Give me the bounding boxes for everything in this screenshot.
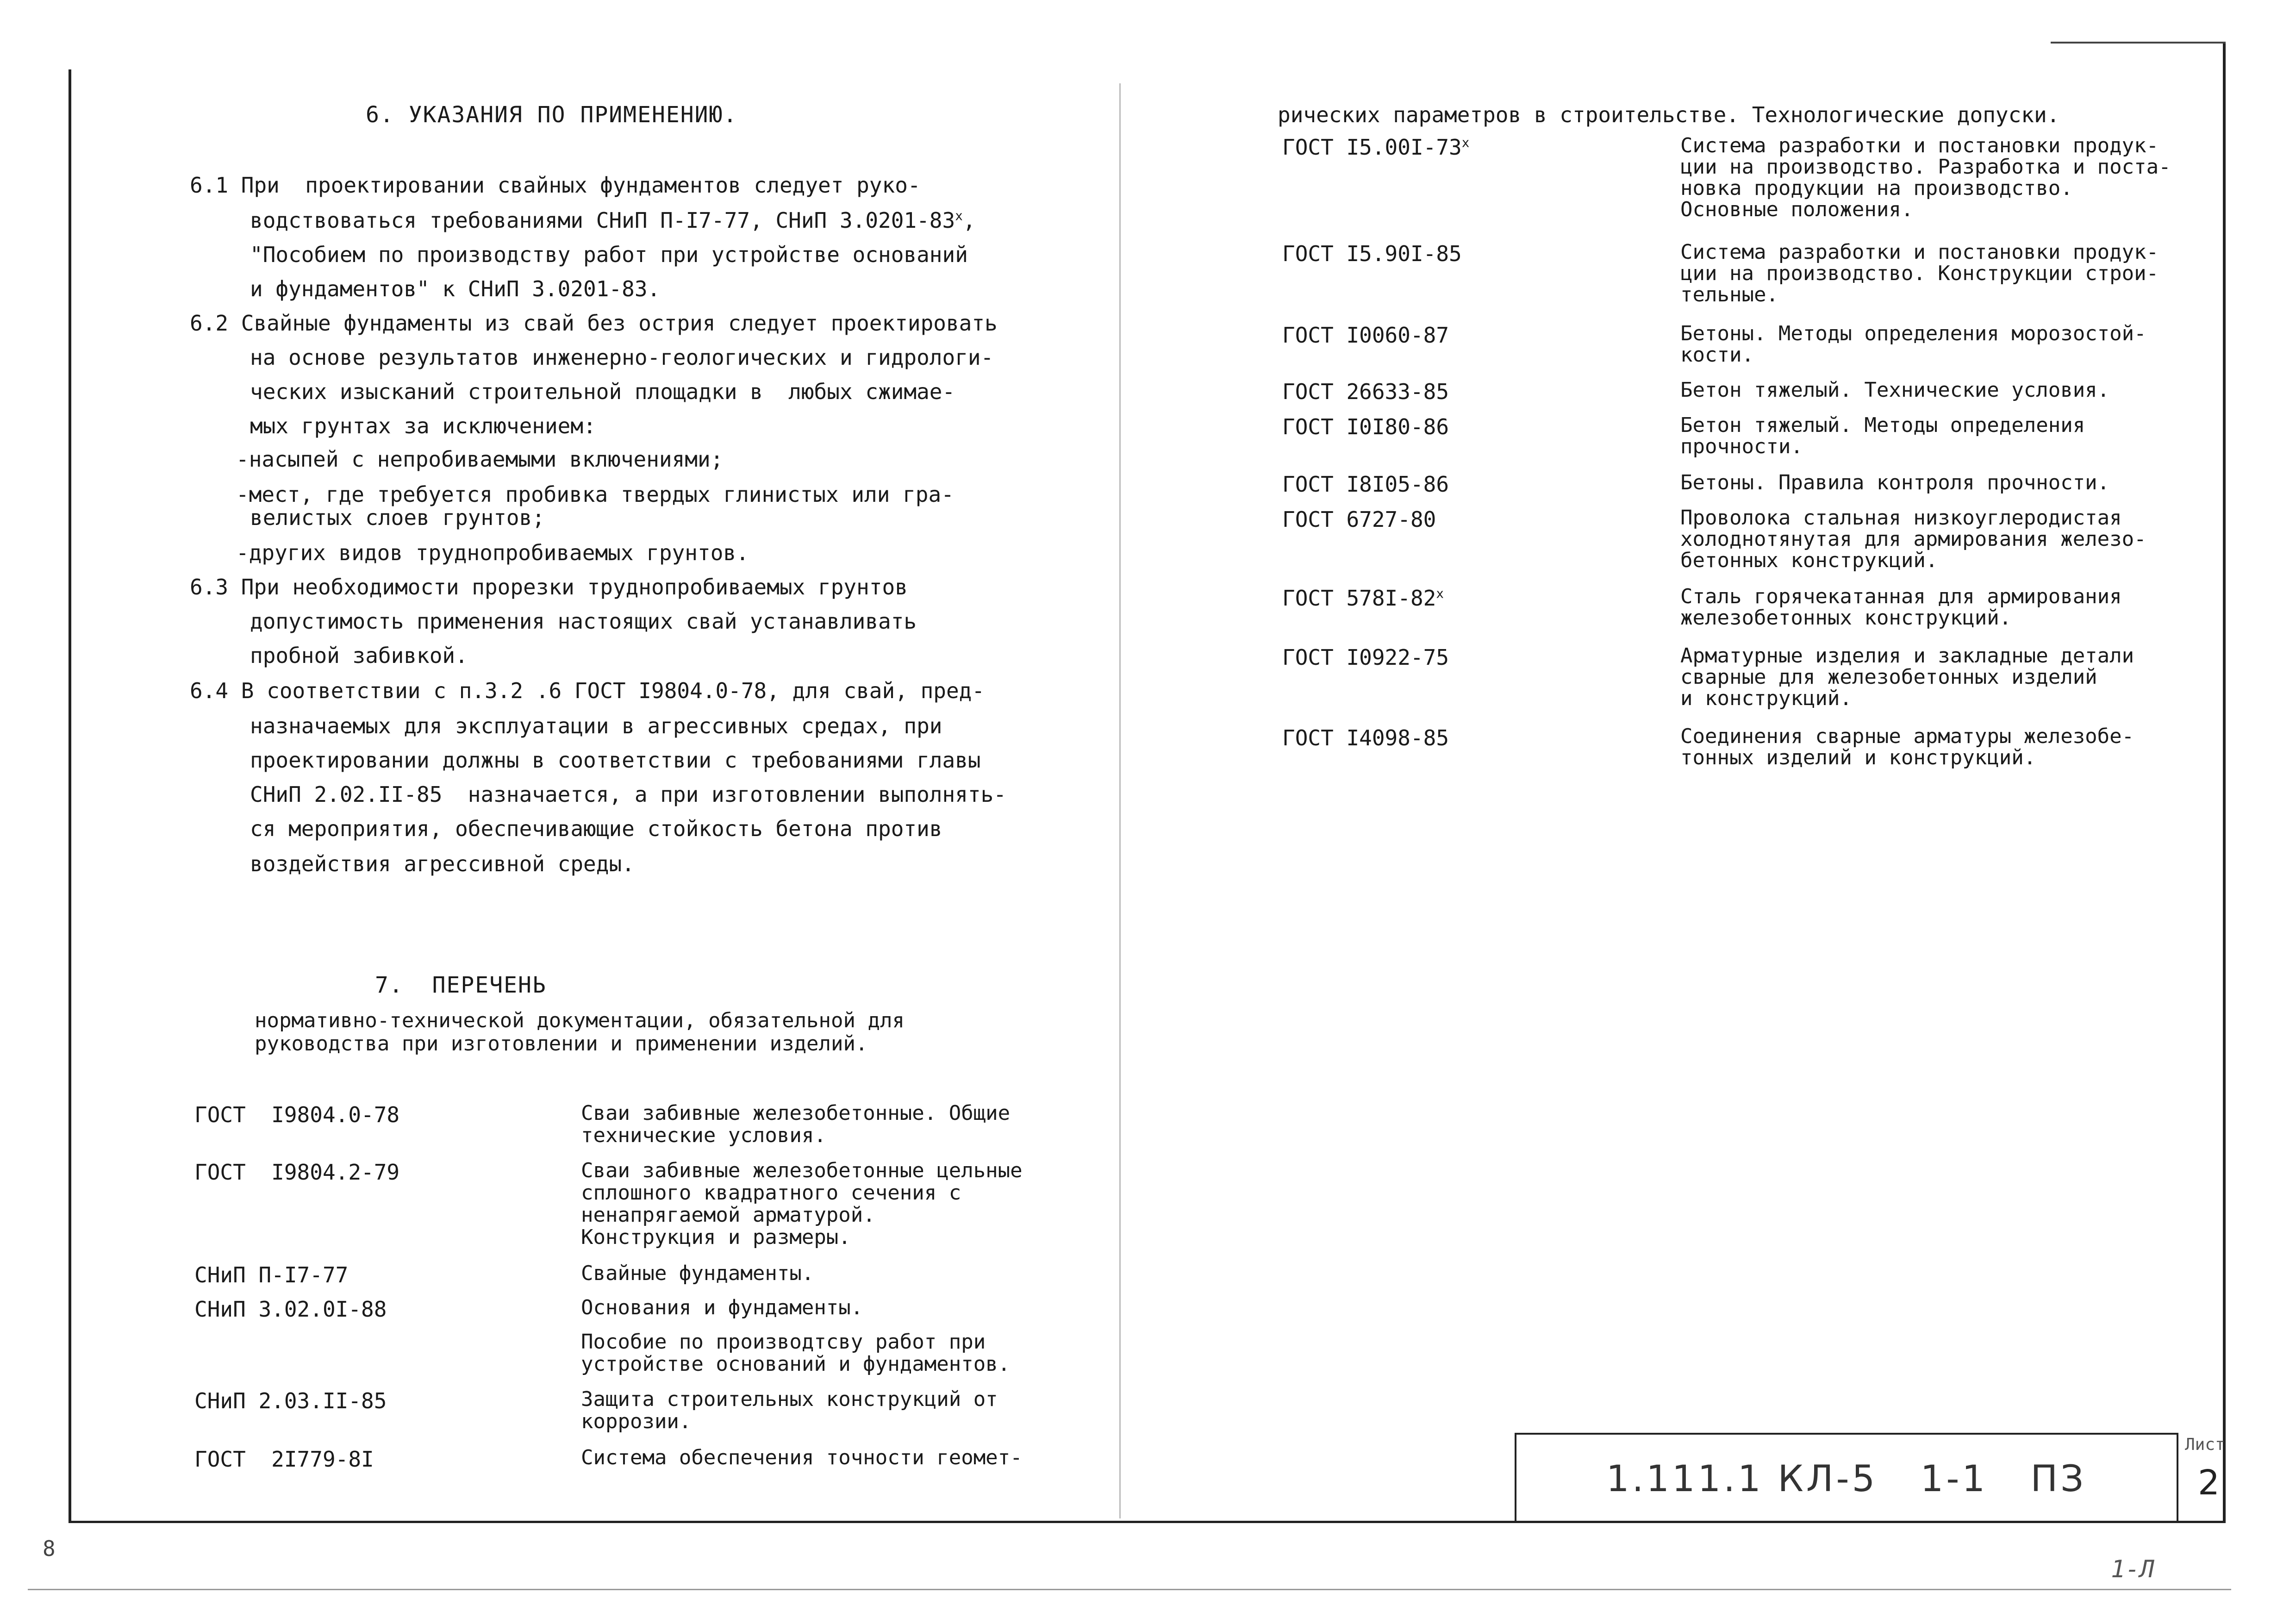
document-title-line: Сваи забивные железобетонные цельные: [581, 1159, 1023, 1182]
document-code: ГОСТ $I5.00I-73^х$: [1282, 135, 1470, 160]
document-code: ГОСТ I4098-85: [1282, 725, 1449, 750]
document-code: ГОСТ I9804.2-79: [194, 1160, 400, 1185]
document-title-line: ции на производство. Конструкции строи-: [1680, 262, 2159, 285]
document-title-line: Бетоны. Правила контроля прочности.: [1680, 471, 2110, 494]
document-title-line: Защита строительных конструкций от: [581, 1387, 998, 1411]
document-title-line: Проволока стальная низкоуглеродистая: [1680, 506, 2122, 530]
document-title-line: ненапрягаемой арматурой.: [581, 1203, 875, 1227]
text-line: 6.4 В соответствии с п.3.2 .6 ГОСТ I9804.0-78, для свай, пред-: [190, 678, 985, 703]
document-title-line: и конструкций.: [1680, 687, 1852, 710]
document-title-line: тонных изделий и конструкций.: [1680, 746, 2036, 769]
document-code: ГОСТ 26633-85: [1282, 379, 1449, 404]
document-title-line: новка продукции на производство.: [1680, 176, 2073, 200]
document-title-line: кости.: [1680, 343, 1754, 367]
page-frame-top: [2051, 42, 2226, 44]
document-title-line: Свайные фундаменты.: [581, 1262, 814, 1285]
section-7-subtitle-line: нормативно-технической документации, обязательной для: [255, 1009, 905, 1032]
document-title-line: Система обеспечения точности геомет-: [581, 1446, 1023, 1469]
document-title-line: Бетон тяжелый. Методы определения: [1680, 413, 2085, 437]
document-title-line: сварные для железобетонных изделий: [1680, 665, 2097, 689]
document-title-line: устройстве оснований и фундаментов.: [581, 1352, 1011, 1376]
document-title-line: Арматурные изделия и закладные детали: [1680, 644, 2134, 668]
text-line: велистых слоев грунтов;: [250, 505, 545, 530]
text-line: 6.3 При необходимости прорезки труднопробиваемых грунтов: [190, 575, 908, 600]
document-designation: 1.111.1 КЛ-5 1-1 ПЗ: [1606, 1458, 2087, 1500]
text-line: допустимость применения настоящих свай устанавливать: [250, 609, 917, 634]
document-code: ГОСТ 2I779-8I: [194, 1447, 374, 1472]
document-code: ГОСТ I0I80-86: [1282, 414, 1449, 439]
text-line: 6.2 Свайные фундаменты из свай без острия следует проектировать: [190, 311, 998, 336]
sheet-number: 2: [2198, 1463, 2220, 1503]
section-7-subtitle-line: руководства при изготовлении и применении изделий.: [255, 1032, 868, 1056]
sheet-label: Лист: [2185, 1435, 2225, 1454]
document-code: СНиП 2.03.II-85: [194, 1388, 387, 1413]
document-code: ГОСТ I0922-75: [1282, 645, 1449, 670]
document-title-line: бетонных конструкций.: [1680, 549, 1938, 572]
document-title-line: Бетоны. Методы определения морозостой-: [1680, 322, 2146, 345]
text-line: -мест, где требуется пробивка твердых глинистых или гра-: [236, 482, 954, 507]
text-line: ся мероприятия, обеспечивающие стойкость бетона против: [250, 816, 942, 841]
document-title-line: коррозии.: [581, 1410, 692, 1433]
page-frame-right: [2223, 42, 2226, 1523]
text-line: -других видов труднопробиваемых грунтов.: [236, 540, 749, 565]
text-line: СНиП 2.02.II-85 назначается, а при изготовлении выполнять-: [250, 782, 1006, 807]
page-frame-left: [69, 69, 71, 1523]
document-title-line: холоднотянутая для армирования железо-: [1680, 527, 2146, 551]
document-title-line: Сваи забивные железобетонные. Общие: [581, 1101, 1011, 1125]
document-title-line: Основания и фундаменты.: [581, 1296, 863, 1319]
document-title-line: тельные.: [1680, 283, 1778, 306]
document-title-line: Система разработки и постановки продук-: [1680, 240, 2159, 264]
superscript: х: [1461, 135, 1470, 150]
text-line: воздействия агрессивной среды.: [250, 851, 635, 876]
continuation-line: рических параметров в строительстве. Технологические допуски.: [1278, 102, 2060, 127]
text-line: проектировании должны в соответствии с требованиями главы: [250, 748, 981, 773]
document-title-line: железобетонных конструкций.: [1680, 606, 2012, 630]
document-code: ГОСТ 6727-80: [1282, 507, 1436, 532]
document-title-line: ции на производство. Разработка и поста-: [1680, 155, 2171, 179]
text-line: мых грунтах за исключением:: [250, 413, 596, 438]
document-title-line: сплошного квадратного сечения с: [581, 1181, 961, 1205]
section-6-title: 6. УКАЗАНИЯ ПО ПРИМЕНЕНИЮ.: [366, 102, 738, 128]
text-line: 6.1 При проектировании свайных фундаментов следует руко-: [190, 173, 921, 198]
document-title-line: технические условия.: [581, 1124, 826, 1147]
text-line: водствоваться требованиями СНиП П-I7-77, СНиП $3.0201-83^х$,: [250, 208, 976, 233]
text-line: "Пособием по производству работ при устройстве оснований: [250, 242, 968, 267]
document-title-line: прочности.: [1680, 435, 1803, 458]
document-code: ГОСТ I8I05-86: [1282, 472, 1449, 497]
document-title-line: Конструкция и размеры.: [581, 1225, 851, 1249]
text-line: ческих изысканий строительной площадки в любых сжимае-: [250, 379, 955, 404]
text-line: -насыпей с непробиваемыми включениями;: [236, 447, 724, 472]
bottom-rule: [28, 1589, 2231, 1590]
document-code: СНиП 3.02.0I-88: [194, 1297, 387, 1322]
text-line: пробной забивкой.: [250, 643, 468, 668]
document-title-line: Бетон тяжелый. Технические условия.: [1680, 378, 2110, 402]
document-title-line: Сталь горячекатанная для армирования: [1680, 585, 2122, 608]
text-line: на основе результатов инженерно-геологических и гидрологи-: [250, 345, 994, 370]
text-line: назначаемых для эксплуатации в агрессивных средах, при: [250, 713, 942, 738]
document-code: ГОСТ I9804.0-78: [194, 1102, 400, 1127]
superscript: х: [1436, 586, 1444, 601]
document-code: ГОСТ $578I-82^х$: [1282, 586, 1444, 611]
document-title-line: Пособие по производтсву работ при: [581, 1330, 986, 1354]
document-title-line: Соединения сварные арматуры железобе-: [1680, 725, 2134, 748]
corner-handwritten-note: 1-Л: [2111, 1555, 2154, 1583]
page-fold-divider: [1119, 83, 1121, 1518]
document-title-line: Система разработки и постановки продук-: [1680, 134, 2159, 157]
document-code: ГОСТ I0060-87: [1282, 323, 1449, 348]
document-code: СНиП П-I7-77: [194, 1262, 349, 1287]
text-line: и фундаментов" к СНиП 3.0201-83.: [250, 276, 661, 301]
document-title-line: Основные положения.: [1680, 198, 1914, 221]
superscript: х: [955, 208, 963, 224]
section-7-title: 7. ПЕРЕЧЕНЬ: [375, 972, 547, 998]
page-marker: 8: [43, 1536, 56, 1561]
document-code: ГОСТ I5.90I-85: [1282, 241, 1462, 266]
